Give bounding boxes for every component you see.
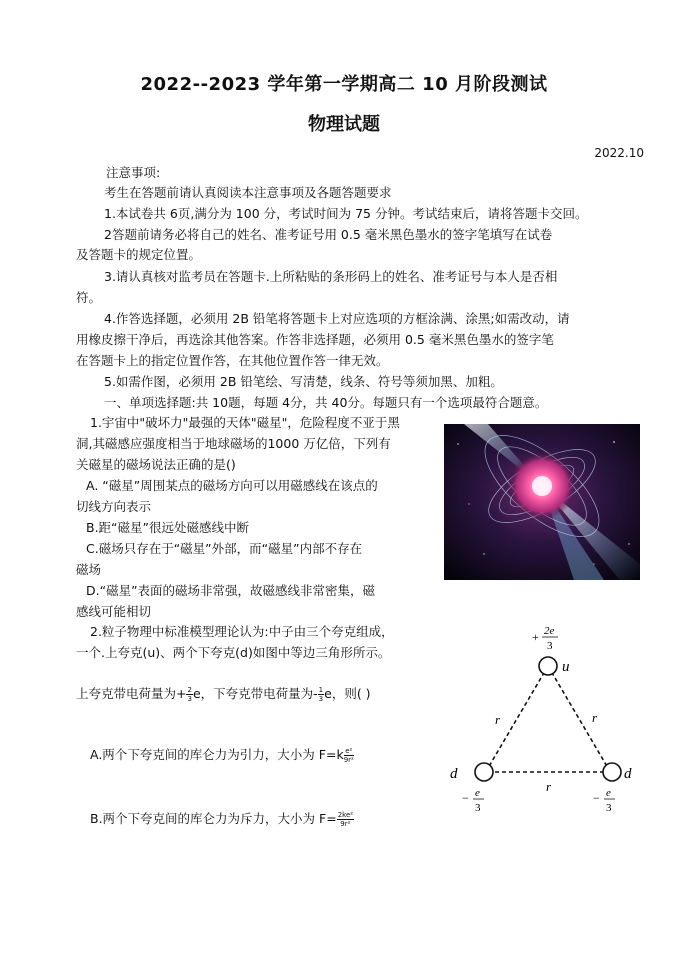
- quark-triangle-diagram: [440, 620, 650, 820]
- d-charge-num-left: e: [475, 787, 480, 799]
- u-label: u: [562, 659, 570, 675]
- d-charge-den-right: 3: [606, 802, 612, 814]
- notice-item-2a: 2答题前请务必将自己的姓名、准考证号用 0.5 毫米黑色墨水的签字笔填写在试卷: [104, 227, 553, 242]
- q1-option-a-cont: 切线方向表示: [76, 499, 152, 514]
- notice-item-3a: 3.请认真核对监考员在答题卡.上所粘贴的条形码上的姓名、准考证号与本人是否相: [104, 269, 558, 284]
- r-label-right: r: [592, 710, 598, 725]
- q1-option-d: D.“磁星”表面的磁场非常强，故磁感线非常密集，磁: [86, 583, 376, 598]
- q2-up-charge-fraction: $\frac{2}{3}$: [187, 686, 192, 703]
- notice-intro: 考生在答题前请认真阅读本注意事项及各题答题要求: [104, 185, 392, 200]
- d-charge-sign-right: −: [593, 791, 600, 805]
- down-quark-node-right: [603, 763, 621, 781]
- magnetar-image: [444, 424, 640, 580]
- q1-option-b: B.距“磁星”很远处磁感线中断: [86, 520, 250, 535]
- exam-subtitle: 物理试题: [308, 114, 380, 135]
- r-label-left: r: [495, 712, 501, 727]
- q1-option-c-cont: 磁场: [76, 562, 102, 577]
- q1-stem-b: 洞,其磁感应强度相当于地球磁场的1000 万亿倍，下列有: [76, 436, 391, 451]
- u-charge-sign: +: [532, 630, 539, 644]
- notice-heading: 注意事项:: [106, 165, 161, 180]
- r-label-bottom: r: [546, 779, 552, 794]
- notice-item-3b: 符。: [76, 290, 102, 305]
- down-quark-node-left: [475, 763, 493, 781]
- notice-item-4b: 用橡皮擦干净后，再选涂其他答案。作答非选择题，必须用 0.5 毫米黑色墨水的签字笔: [76, 332, 554, 347]
- q2-down-charge-fraction: $\frac{1}{3}$: [318, 686, 324, 703]
- q2-option-b: B.两个下夸克间的库仑力为斥力，大小为 F= $\frac{\text{2ke²}}{\text{9r²}}$: [90, 811, 354, 828]
- notice-item-5: 5.如需作图，必须用 2B 铅笔绘、写清楚，线条、符号等须加黑、加粗。: [104, 374, 503, 389]
- d-label-right: d: [624, 766, 632, 782]
- d-label-left: d: [450, 766, 458, 782]
- edge-right: [548, 666, 608, 768]
- q1-option-c: C.磁场只存在于“磁星”外部，而“磁星”内部不存在: [86, 541, 363, 556]
- notice-item-4c: 在答题卡上的指定位置作答，在其他位置作答一律无效。: [76, 353, 389, 368]
- q2-stem-a: 2.粒子物理中标准模型理论认为:中子由三个夸克组成，: [90, 624, 394, 639]
- u-charge-num: 2e: [544, 625, 555, 637]
- q1-option-a: A. “磁星”周围某点的磁场方向可以用磁感线在该点的: [86, 478, 378, 493]
- q2-stem-b: 一个.上夸克(u)、两个下夸克(d)如图中等边三角形所示。: [76, 645, 391, 660]
- q1-stem-a: 1.宇宙中"破坏力"最强的天体"磁星"，危险程度不亚于黑: [90, 415, 400, 430]
- notice-item-2b: 及答题卡的规定位置。: [76, 247, 202, 262]
- q2-stem-c: 上夸克带电荷量为+ $\frac{2}{3}$ e，下夸克带电荷量为- $\frac{1}{3}$ e，则( ): [76, 686, 371, 703]
- up-quark-node: [539, 657, 557, 675]
- notice-item-1: 1.本试卷共 6页,满分为 100 分，考试时间为 75 分钟。考试结束后，请将答题卡交回。: [104, 206, 588, 221]
- d-charge-den-left: 3: [475, 802, 481, 814]
- notice-item-4a: 4.作答选择题，必须用 2B 铅笔将答题卡上对应选项的方框涂满、涂黑;如需改动，请: [104, 311, 570, 326]
- section-heading: 一、单项选择题:共 10题，每题 4分，共 40分。每题只有一个选项最符合题意。: [104, 395, 548, 410]
- d-charge-sign-left: −: [462, 791, 469, 805]
- exam-date: 2022.10: [594, 146, 644, 160]
- u-charge-den: 3: [547, 640, 553, 652]
- q1-stem-c: 关磁星的磁场说法正确的是(): [76, 457, 236, 472]
- q2-option-a: A.两个下夸克间的库仑力为引力，大小为 F=k $\frac{\text{e²}}{\text{9r²}}$: [90, 747, 354, 764]
- q1-option-d-cont: 感线可能相切: [76, 604, 152, 619]
- exam-title: 2022--2023 学年第一学期高二 10 月阶段测试: [140, 74, 548, 95]
- d-charge-num-right: e: [606, 787, 611, 799]
